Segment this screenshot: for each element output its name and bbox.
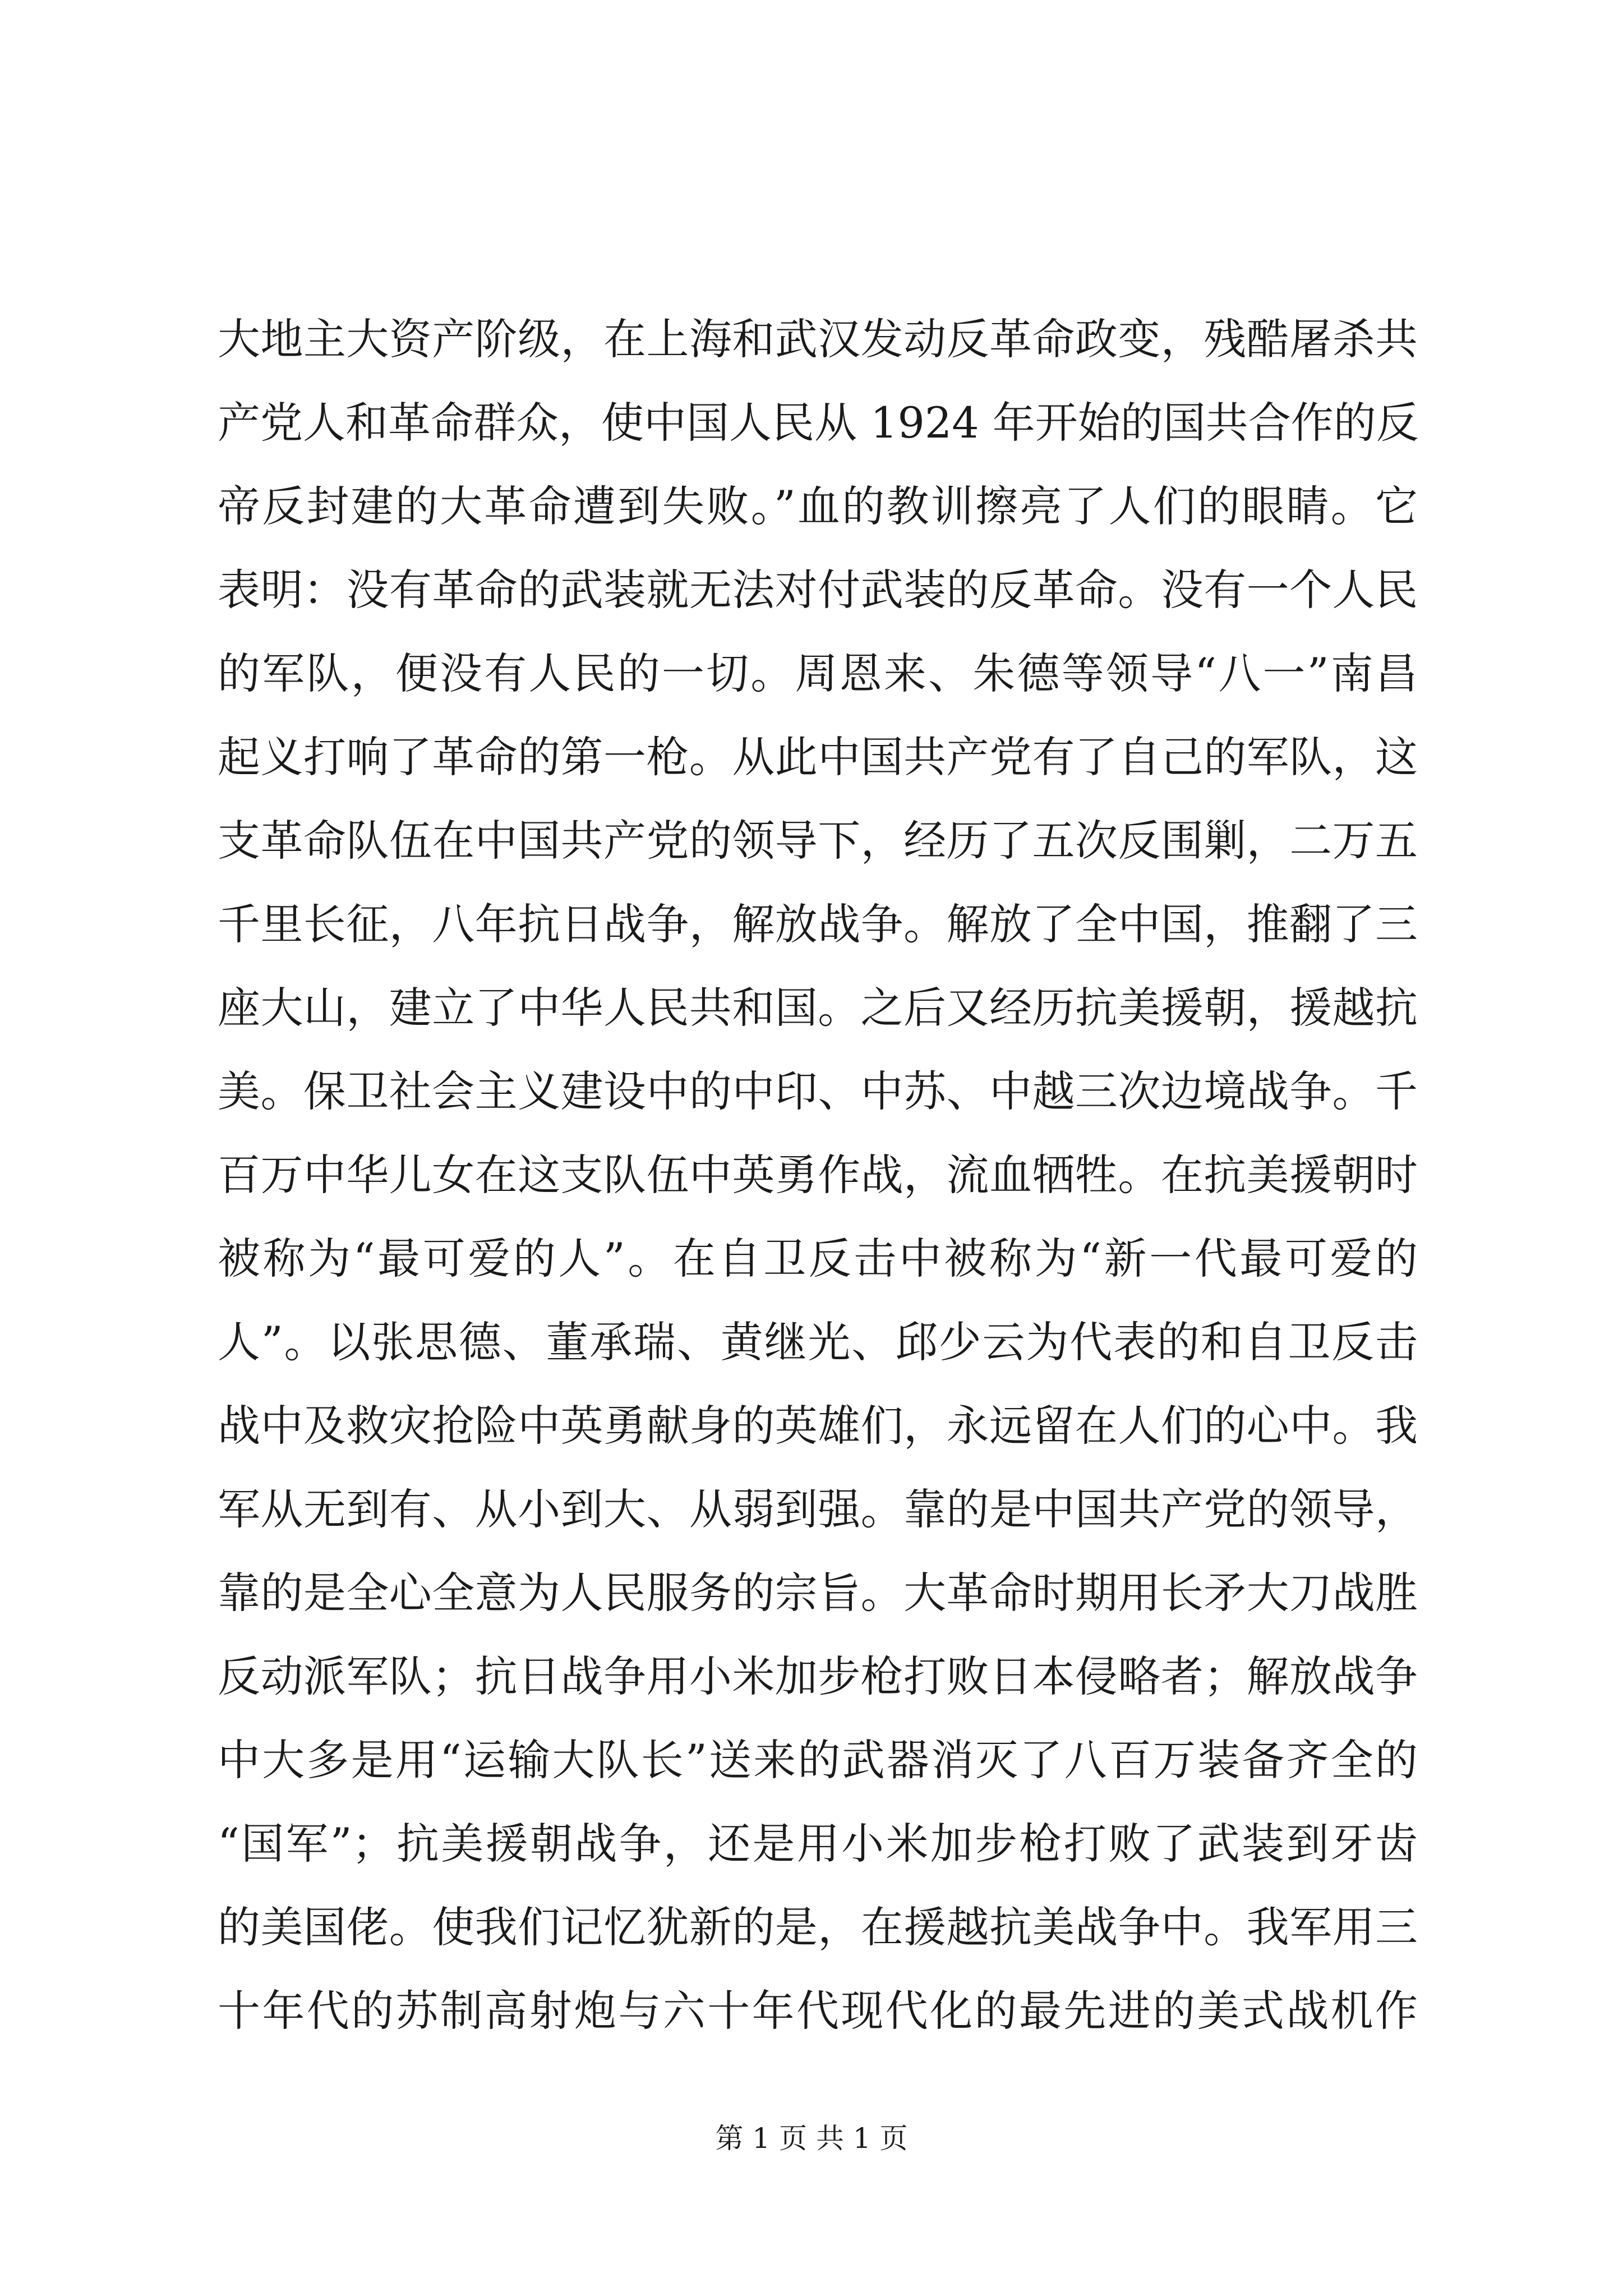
- text-line-21: 十年代的苏制高射炮与六十年代现代化的最先进的美式战机作: [218, 1986, 1418, 2036]
- text-line-12: 被称为“最可爱的人”。在自卫反击中被称为“新一代最可爱的: [218, 1234, 1418, 1283]
- text-line-7: 支革命队伍在中国共产党的领导下，经历了五次反围剿，二万五: [218, 816, 1418, 866]
- page-footer: 第 1 页 共 1 页: [715, 2122, 908, 2155]
- body-text: [218, 297, 1418, 2053]
- text-line-4: 表明：没有革命的武装就无法对付武装的反革命。没有一个人民: [218, 565, 1418, 615]
- text-line-20: 的美国佬。使我们记忆犹新的是，在援越抗美战争中。我军用三: [218, 1902, 1418, 1952]
- text-line-19: “国军”；抗美援朝战争，还是用小米加步枪打败了武装到牙齿: [218, 1819, 1418, 1869]
- text-line-16: 靠的是全心全意为人民服务的宗旨。大革命时期用长矛大刀战胜: [218, 1568, 1418, 1618]
- text-line-3: 帝反封建的大革命遭到失败。”血的教训擦亮了人们的眼睛。它: [218, 481, 1418, 531]
- text-line-18: 中大多是用“运输大队长”送来的武器消灭了八百万装备齐全的: [218, 1735, 1418, 1785]
- text-line-9: 座大山，建立了中华人民共和国。之后又经历抗美援朝，援越抗: [218, 983, 1418, 1033]
- text-line-6: 起义打响了革命的第一枪。从此中国共产党有了自己的军队，这: [218, 732, 1418, 782]
- text-line-14: 战中及救灾抢险中英勇献身的英雄们，永远留在人们的心中。我: [218, 1401, 1418, 1451]
- text-line-5: 的军队，便没有人民的一切。周恩来、朱德等领导“八一”南昌: [218, 648, 1418, 698]
- text-line-2: 产党人和革命群众，使中国人民从 1924 年开始的国共合作的反: [218, 398, 1419, 448]
- text-line-15: 军从无到有、从小到大、从弱到强。靠的是中国共产党的领导，: [218, 1484, 1418, 1534]
- text-line-17: 反动派军队；抗日战争用小米加步枪打败日本侵略者；解放战争: [218, 1651, 1418, 1701]
- text-line-13: 人”。以张思德、董承瑞、黄继光、邱少云为代表的和自卫反击: [218, 1317, 1418, 1367]
- text-line-8: 千里长征，八年抗日战争，解放战争。解放了全中国，推翻了三: [218, 899, 1418, 949]
- text-line-10: 美。保卫社会主义建设中的中印、中苏、中越三次边境战争。千: [218, 1066, 1418, 1116]
- text-line-1: 大地主大资产阶级，在上海和武汉发动反革命政变，残酷屠杀共: [218, 314, 1418, 364]
- text-line-11: 百万中华儿女在这支队伍中英勇作战，流血牺牲。在抗美援朝时: [218, 1150, 1418, 1200]
